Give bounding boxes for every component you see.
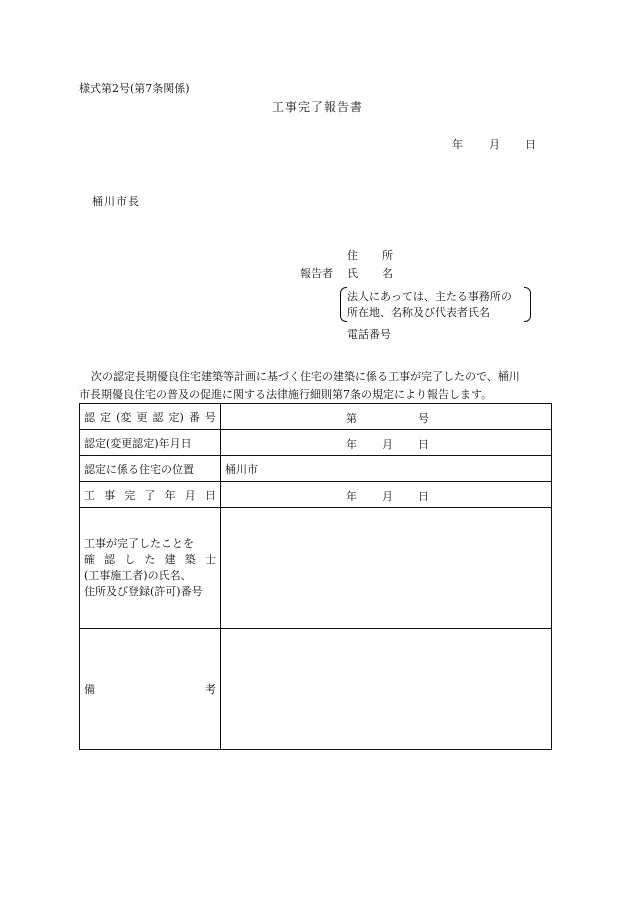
label-char: (変 [116, 410, 132, 424]
phone-label: 電話番号 [347, 328, 391, 341]
architect-label-line1: 工事が完了したことを [84, 537, 194, 550]
label-char: 事 [104, 488, 116, 502]
date-day-label: 日 [525, 138, 536, 151]
reporter-block [300, 250, 540, 345]
label-char: 士 [204, 553, 216, 566]
remarks-label [80, 629, 221, 750]
label-char: 日 [204, 488, 216, 502]
label-char: 建 [164, 553, 176, 566]
architect-label-line3: (工事施工者)の氏名、 [84, 569, 192, 582]
label-char: 了 [144, 488, 156, 502]
completion-date-label [80, 482, 221, 508]
architect-label-line2 [84, 552, 216, 568]
label-char: た [144, 553, 156, 566]
cert-date-month: 月 [382, 437, 393, 451]
label-char: 完 [124, 488, 136, 502]
completion-date-year: 年 [346, 489, 357, 503]
corp-note-line1: 法人にあっては、主たる事務所の [347, 290, 512, 303]
table-row [80, 482, 552, 508]
cert-date-day: 日 [418, 437, 429, 451]
house-location-value: 桶川市 [225, 462, 258, 476]
remarks-field[interactable] [221, 629, 552, 750]
body-text [79, 368, 549, 404]
label-char: 定 [100, 410, 112, 424]
label-char: 号 [204, 410, 216, 424]
body-text-line2: 市長期優良住宅の普及の促進に関する法律施行細則第7条の規定により報告します。 [79, 388, 493, 401]
label-char: 工 [84, 488, 95, 502]
cert-number-field[interactable] [221, 404, 552, 430]
label-char: 定) [168, 410, 184, 424]
label-char: 確 [84, 553, 95, 566]
body-text-line1: 次の認定長期優良住宅建築等計画に基づく住宅の建築に係る工事が完了したので、桶川 [91, 370, 520, 383]
label-char: 更 [136, 410, 148, 424]
cert-date-field[interactable] [221, 430, 552, 456]
date-year-label: 年 [452, 138, 463, 151]
name-label-2: 名 [382, 267, 393, 280]
report-form-table [79, 403, 552, 750]
architect-info-label [80, 508, 221, 629]
reporter-label: 報告者 [300, 267, 333, 280]
label-char: 築 [184, 553, 196, 566]
label-char: 番 [188, 410, 200, 424]
label-char: 認 [152, 410, 164, 424]
table-row [80, 629, 552, 750]
completion-date-day: 日 [418, 489, 429, 503]
label-char: 認 [104, 553, 116, 566]
bracket-left [340, 287, 347, 322]
address-label-2: 所 [382, 249, 393, 262]
date-month-label: 月 [489, 138, 500, 151]
document-title: 工事完了報告書 [272, 100, 364, 114]
remarks-label-right: 考 [205, 683, 216, 696]
table-row [80, 456, 552, 482]
form-number: 様式第2号(第7条関係) [79, 82, 190, 95]
cert-date-label: 認定(変更認定)年月日 [80, 430, 221, 456]
corp-note-line2: 所在地、名称及び代表者氏名 [347, 306, 490, 319]
addressee: 桶川市長 [92, 195, 140, 208]
table-row [80, 430, 552, 456]
house-location-label: 認定に係る住宅の位置 [80, 456, 221, 482]
cert-number-go: 号 [418, 411, 429, 425]
address-label-1: 住 [347, 249, 358, 262]
label-char: し [124, 553, 136, 566]
table-row [80, 508, 552, 629]
cert-number-label [80, 404, 221, 430]
completion-date-month: 月 [382, 489, 393, 503]
table-row [80, 404, 552, 430]
bracket-right [524, 287, 531, 322]
name-label-1: 氏 [347, 267, 358, 280]
house-location-field[interactable] [221, 456, 552, 482]
remarks-label-left: 備 [84, 683, 95, 696]
report-date [452, 139, 537, 151]
label-char: 月 [184, 488, 196, 502]
cert-number-dai: 第 [346, 411, 357, 425]
completion-date-field[interactable] [221, 482, 552, 508]
architect-label-line4: 住所及び登録(許可)番号 [84, 585, 203, 598]
label-char: 認 [84, 410, 95, 424]
architect-info-field[interactable] [221, 508, 552, 629]
cert-date-year: 年 [346, 437, 357, 451]
label-char: 年 [164, 488, 176, 502]
